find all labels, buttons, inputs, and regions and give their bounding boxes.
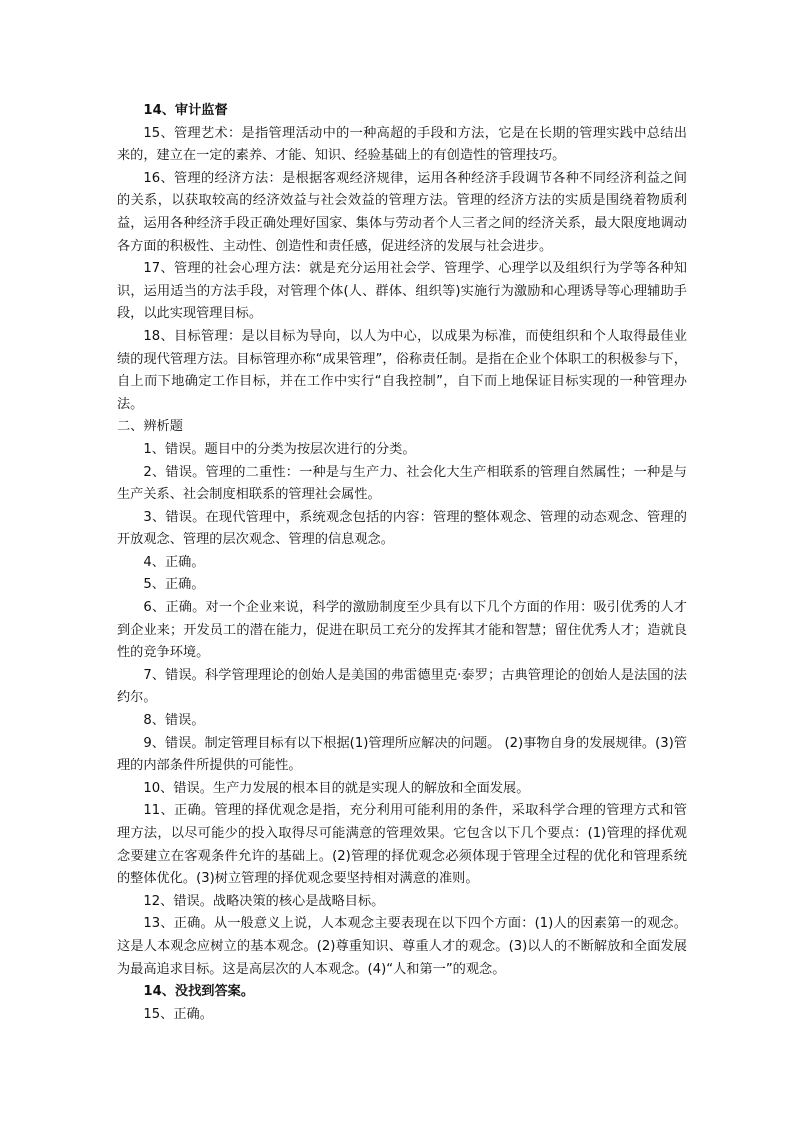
answer-13: 13、正确。从一般意义上说，人本观念主要表现在以下四个方面：(1)人的因素第一的观念。这是人本观念应树立的基本观念。(2)尊重知识、尊重人才的观念。(3)以人的不断解放和全面发展为最高追求目标。这是高层次的人本观念。(4)“人和第一”的观念。 xyxy=(117,916,687,977)
document-page xyxy=(117,100,687,1026)
paragraph-16-economic-method: 16、管理的经济方法：是根据客观经济规律，运用各种经济手段调节各种不同经济利益之间的关系，以获取较高的经济效益与社会效益的管理方法。管理的经济方法的实质是围绕着物质利益，运用各种经济手段正确处理好国家、集体与劳动者个人三者之间的经济关系，最大限度地调动各方面的积极性、主动性、创造性和责任感，促进经济的发展与社会进步。 xyxy=(117,170,687,254)
answer-8: 8、错误。 xyxy=(143,713,205,729)
answer-7: 7、错误。科学管理理论的创始人是美国的弗雷德里克·泰罗；古典管理论的创始人是法国的法约尔。 xyxy=(117,667,687,706)
answer-1: 1、错误。题目中的分类为按层次进行的分类。 xyxy=(143,441,416,457)
section-heading-analysis: 二、辨析题 xyxy=(117,419,183,435)
answer-10: 10、错误。生产力发展的根本目的就是实现人的解放和全面发展。 xyxy=(143,780,530,796)
answer-5: 5、正确。 xyxy=(143,577,205,593)
answer-11: 11、正确。管理的择优观念是指，充分利用可能利用的条件，采取科学合理的管理方式和管理方法，以尽可能少的投入取得尽可能满意的管理效果。它包含以下几个要点：(1)管理的择优观念要建立在客观条件允许的基础上。(2)管理的择优观念必须体现于管理全过程的优化和管理系统的整体优化。(3)树立管理的择优观念要坚持相对满意的准则。 xyxy=(117,803,687,887)
answer-9: 9、错误。制定管理目标有以下根据(1)管理所应解决的问题。 (2)事物自身的发展规律。(3)管理的内部条件所提供的可能性。 xyxy=(117,735,687,774)
paragraph-18-management-by-objectives: 18、目标管理：是以目标为导向，以人为中心，以成果为标准，而使组织和个人取得最佳业绩的现代管理方法。目标管理亦称“成果管理”，俗称责任制。是指在企业个体职工的积极参与下，自上而下地确定工作目标，并在工作中实行“自我控制”，自下而上地保证目标实现的一种管理办法。 xyxy=(117,328,687,412)
answer-2: 2、错误。管理的二重性：一种是与生产力、社会化大生产相联系的管理自然属性；一种是与生产关系、社会制度相联系的管理社会属性。 xyxy=(117,464,687,503)
paragraph-15-management-art: 15、管理艺术：是指管理活动中的一种高超的手段和方法，它是在长期的管理实践中总结出来的，建立在一定的素养、才能、知识、经验基础上的有创造性的管理技巧。 xyxy=(117,125,687,164)
paragraph-17-social-psychology-method: 17、管理的社会心理方法：就是充分运用社会学、管理学、心理学以及组织行为学等各种知识，运用适当的方法手段，对管理个体(人、群体、组织等)实施行为激励和心理诱导等心理辅助手段，以此实现管理目标。 xyxy=(117,261,687,322)
answer-4: 4、正确。 xyxy=(143,554,205,570)
answer-12: 12、错误。战略决策的核心是战略目标。 xyxy=(143,893,385,909)
answer-6: 6、正确。对一个企业来说，科学的激励制度至少具有以下几个方面的作用：吸引优秀的人才到企业来；开发员工的潜在能力，促进在职员工充分的发挥其才能和智慧；留住优秀人才；造就良性的竞争环境。 xyxy=(117,600,687,661)
answer-3: 3、错误。在现代管理中，系统观念包括的内容：管理的整体观念、管理的动态观念、管理的开放观念、管理的层次观念、管理的信息观念。 xyxy=(117,509,687,548)
answer-15: 15、正确。 xyxy=(143,1006,213,1022)
answer-14: 14、没找到答案。 xyxy=(143,984,255,1000)
paragraph-14-audit: 14、审计监督 xyxy=(143,103,228,118)
